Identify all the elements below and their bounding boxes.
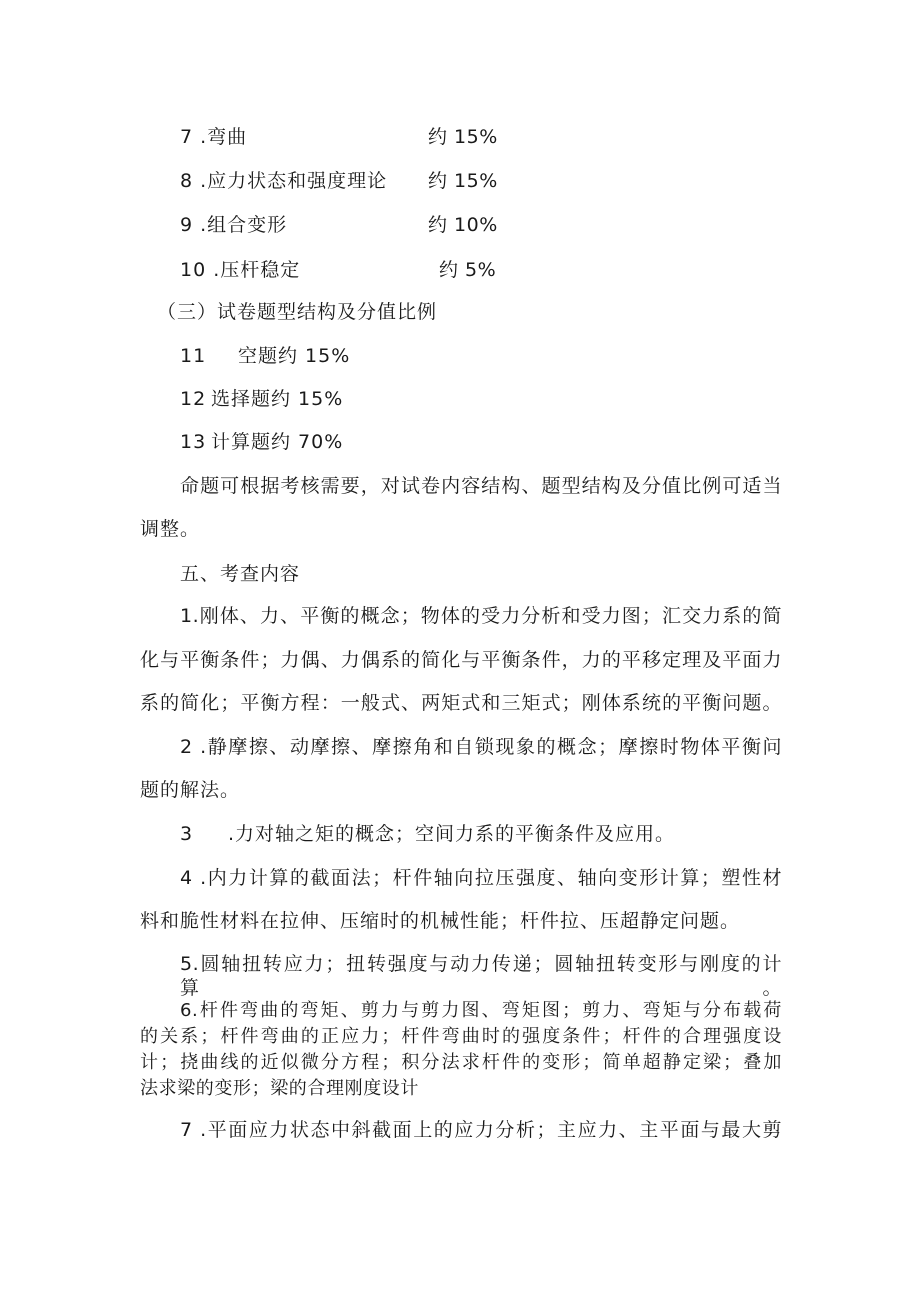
content-p3-text: .力对轴之矩的概念；空间力系的平衡条件及应用。 <box>228 823 676 845</box>
content-p3-num: 3 <box>180 823 194 845</box>
content-p2-line-1: 2 .静摩擦、动摩擦、摩擦角和自锁现象的概念；摩擦时物体平衡问 <box>180 736 782 758</box>
weight-pct-combined: 约 10% <box>428 214 498 236</box>
weight-pct-stress-state: 约 15% <box>428 170 498 192</box>
content-p1-line-1: 1.刚体、力、平衡的概念；物体的受力分析和受力图；汇交力系的简 <box>180 605 782 627</box>
content-p5: 5.圆轴扭转应力；扭转强度与动力传递；圆轴扭转变形与刚度的计算。 <box>180 953 782 999</box>
content-p2-line-2: 题的解法。 <box>140 779 241 801</box>
question-type-fill: 空题约 15% <box>238 345 351 367</box>
content-p6-line-1: 6.杆件弯曲的弯矩、剪力与剪力图、弯矩图；剪力、弯矩与分布载荷 <box>180 1000 782 1021</box>
weight-pct-column: 约 5% <box>439 259 497 281</box>
content-p6-line-2: 的关系；杆件弯曲的正应力；杆件弯曲时的强度条件；杆件的合理强度设 <box>140 1026 782 1047</box>
weight-pct-bending: 约 15% <box>428 126 498 148</box>
content-p4-line-2: 料和脆性材料在拉伸、压缩时的机械性能；杆件拉、压超静定问题。 <box>140 910 741 932</box>
section-3-heading: （三）试卷题型结构及分值比例 <box>157 301 438 323</box>
weight-label-stress-state: 8 .应力状态和强度理论 <box>180 170 388 192</box>
note-line-1: 命题可根据考核需要，对试卷内容结构、题型结构及分值比例可适当 <box>180 475 782 497</box>
content-p1-line-2: 化与平衡条件；力偶、力偶系的简化与平衡条件，力的平移定理及平面力 <box>140 649 782 671</box>
weight-label-column: 10 .压杆稳定 <box>180 259 301 281</box>
content-p7-line-1: 7 .平面应力状态中斜截面上的应力分析；主应力、主平面与最大剪 <box>180 1119 782 1141</box>
weight-label-combined: 9 .组合变形 <box>180 214 288 236</box>
content-p4-line-1: 4 .内力计算的截面法；杆件轴向拉压强度、轴向变形计算；塑性材 <box>180 867 782 889</box>
question-type-choice: 选择题约 15% <box>211 388 344 410</box>
note-line-2: 调整。 <box>140 518 201 540</box>
content-p6-line-3: 计；挠曲线的近似微分方程；积分法求杆件的变形；简单超静定梁；叠加 <box>140 1052 782 1073</box>
content-p1-line-3: 系的简化；平衡方程：一般式、两矩式和三矩式；刚体系统的平衡问题。 <box>140 692 782 714</box>
question-type-calc: 计算题约 70% <box>211 431 344 453</box>
weight-label-bending: 7 .弯曲 <box>180 126 248 148</box>
content-p6-line-4: 法求梁的变形；梁的合理刚度设计 <box>140 1078 419 1099</box>
question-type-num-calc: 13 <box>180 431 207 453</box>
question-type-num-choice: 12 <box>180 388 207 410</box>
section-5-heading: 五、考查内容 <box>180 563 301 585</box>
question-type-num-fill: 11 <box>180 345 207 367</box>
